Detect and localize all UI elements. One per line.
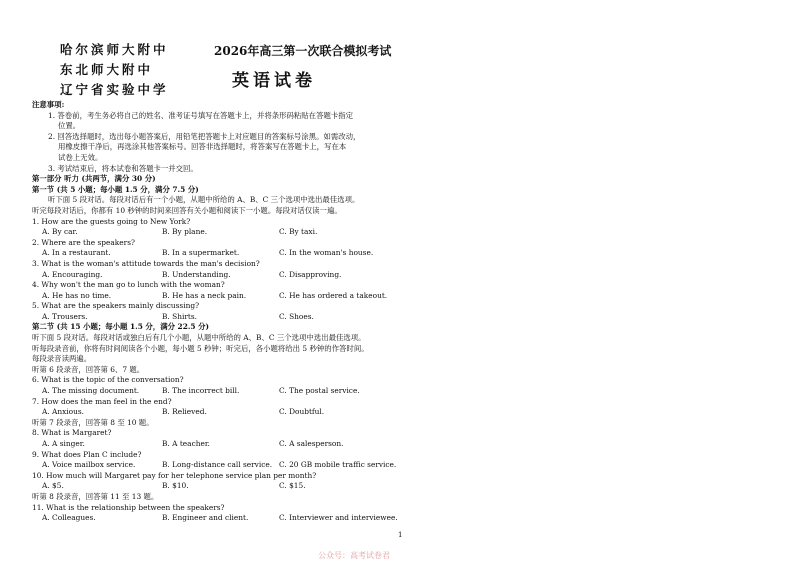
option-row <box>32 248 772 259</box>
notice-item: 试卷上无效。 <box>58 152 103 162</box>
part-heading: 第一部分 听力 (共两节，满分 30 分) <box>32 174 156 184</box>
notice-item: 2. 回答选择题时，选出每小题答案后，用铅笔把答题卡上对应题目的答案标号涂黑。如需改动， <box>48 131 361 141</box>
answer-option: C. Shoes. <box>279 311 314 321</box>
answer-option: B. Understanding. <box>162 269 231 279</box>
answer-option: C. Interviewer and interviewee. <box>279 513 398 523</box>
question-list <box>32 428 772 492</box>
question-stem: 5. What are the speakers mainly discussing? <box>32 301 200 311</box>
answer-option: A. A singer. <box>42 439 85 448</box>
question-stem: 10. How much will Margaret pay for her telephone service plan per month? <box>32 470 317 480</box>
question-list <box>32 503 772 524</box>
answer-option: B. He has a neck pain. <box>162 290 247 300</box>
school-name: 东北师大附中 <box>60 62 154 77</box>
answer-option: C. In the woman's house. <box>279 248 374 258</box>
option-row <box>32 439 772 450</box>
notice-item: 位置。 <box>58 121 81 131</box>
question-stem: 1. How are the guests going to New York? <box>32 216 191 226</box>
notice-item: 用橡皮擦干净后，再选涂其他答案标号。回答非选择题时，将答案写在答题卡上，写在本 <box>58 142 347 152</box>
answer-option: B. Long-distance call service. <box>162 460 273 470</box>
group-instruction: 听第 6 段录音，回答第 6、7 题。 <box>32 364 145 374</box>
answer-option: C. Doubtful. <box>279 407 325 417</box>
notice-list <box>32 111 772 175</box>
option-row <box>32 460 772 471</box>
answer-option: C. A salesperson. <box>279 439 344 448</box>
answer-option: A. In a restaurant. <box>42 248 111 258</box>
watermark: 公众号：高考试卷君 <box>318 551 390 560</box>
answer-option: A. Trousers. <box>42 311 88 321</box>
answer-option: C. The postal service. <box>279 386 360 396</box>
question-stem: 8. What is Margaret? <box>32 428 112 438</box>
answer-option: B. By plane. <box>162 227 208 237</box>
option-row <box>32 386 772 397</box>
school-name: 哈尔滨师大附中 <box>60 42 169 57</box>
section-heading: 第二节 (共 15 小题；每小题 1.5 分，满分 22.5 分) <box>32 322 210 332</box>
answer-option: A. Voice mailbox service. <box>42 460 136 470</box>
answer-option: B. Relieved. <box>162 407 207 417</box>
question-list <box>32 375 772 417</box>
answer-option: B. Shirts. <box>162 311 197 321</box>
question-stem: 9. What does Plan C include? <box>32 449 142 459</box>
notice-heading: 注意事项: <box>32 100 65 109</box>
answer-option: A. The missing document. <box>42 386 140 396</box>
answer-option: B. The incorrect bill. <box>162 386 240 396</box>
option-row <box>32 407 772 418</box>
option-row <box>32 227 772 238</box>
instruction-line: 每段录音读两遍。 <box>32 354 92 364</box>
instruction-line: 听下面 5 段对话。每段对话后有一个小题，从题中所给的 A、B、C 三个选项中选出最佳选项。 <box>48 195 360 205</box>
answer-option: B. $10. <box>162 481 189 491</box>
school-name: 辽宁省实验中学 <box>60 82 169 97</box>
notice-item: 3. 考试结束后，将本试卷和答题卡一并交回。 <box>48 163 198 173</box>
group-instruction: 听第 7 段录音，回答第 8 至 10 题。 <box>32 417 154 427</box>
instruction-line: 听完每段对话后，你都有 10 秒钟的时间来回答有关小题和阅读下一小题。每段对话仅读一遍。 <box>32 205 342 215</box>
instruction-line: 听每段录音前，你将有时间阅读各个小题，每小题 5 秒钟；听完后，各小题将给出 5 秒钟的作答时间。 <box>32 343 369 353</box>
exam-title: 2026年高三第一次联合模拟考试 <box>214 44 392 58</box>
answer-option: A. Encouraging. <box>42 269 103 279</box>
page-number: 1 <box>398 531 403 539</box>
question-list <box>32 217 772 323</box>
answer-option: A. He has no time. <box>42 290 112 300</box>
answer-option: C. By taxi. <box>279 227 318 237</box>
answer-option: C. Disapproving. <box>279 269 342 279</box>
answer-option: A. Anxious. <box>42 407 85 417</box>
question-stem: 6. What is the topic of the conversation? <box>32 375 184 385</box>
answer-option: A. By car. <box>42 227 78 237</box>
answer-option: A. Colleagues. <box>42 513 96 523</box>
question-stem: 2. Where are the speakers? <box>32 237 135 247</box>
answer-option: B. In a supermarket. <box>162 248 240 258</box>
option-row <box>32 312 772 323</box>
section-heading: 第一节 (共 5 小题；每小题 1.5 分，满分 7.5 分) <box>32 184 199 194</box>
question-stem: 4. Why won't the man go to lunch with the woman? <box>32 280 225 290</box>
group-instruction: 听第 8 段录音，回答第 11 至 13 题。 <box>32 491 159 501</box>
answer-option: C. 20 GB mobile traffic service. <box>279 460 397 470</box>
question-stem: 7. How does the man feel in the end? <box>32 396 172 406</box>
instruction-line: 听下面 5 段对话。每段对话或独白后有几个小题，从题中所给的 A、B、C 三个选项中选出最佳选项。 <box>32 333 366 343</box>
subject-title: 英语试卷 <box>232 71 316 91</box>
option-row <box>32 270 772 281</box>
option-row <box>32 481 772 492</box>
notice-item: 1. 答卷前，考生务必将自己的姓名、准考证号填写在答题卡上，并将条形码粘贴在答题卡指定 <box>48 110 354 120</box>
answer-option: C. $15. <box>279 481 306 491</box>
question-stem: 11. What is the relationship between the speakers? <box>32 502 225 512</box>
question-stem: 3. What is the woman's attitude towards the man's decision? <box>32 258 260 268</box>
option-row <box>32 513 772 524</box>
option-row <box>32 291 772 302</box>
school-list <box>60 40 169 100</box>
answer-option: C. He has ordered a takeout. <box>279 290 388 300</box>
answer-option: B. A teacher. <box>162 439 210 448</box>
answer-option: A. $5. <box>42 481 64 491</box>
answer-option: B. Engineer and client. <box>162 513 249 523</box>
exam-body <box>32 100 772 524</box>
